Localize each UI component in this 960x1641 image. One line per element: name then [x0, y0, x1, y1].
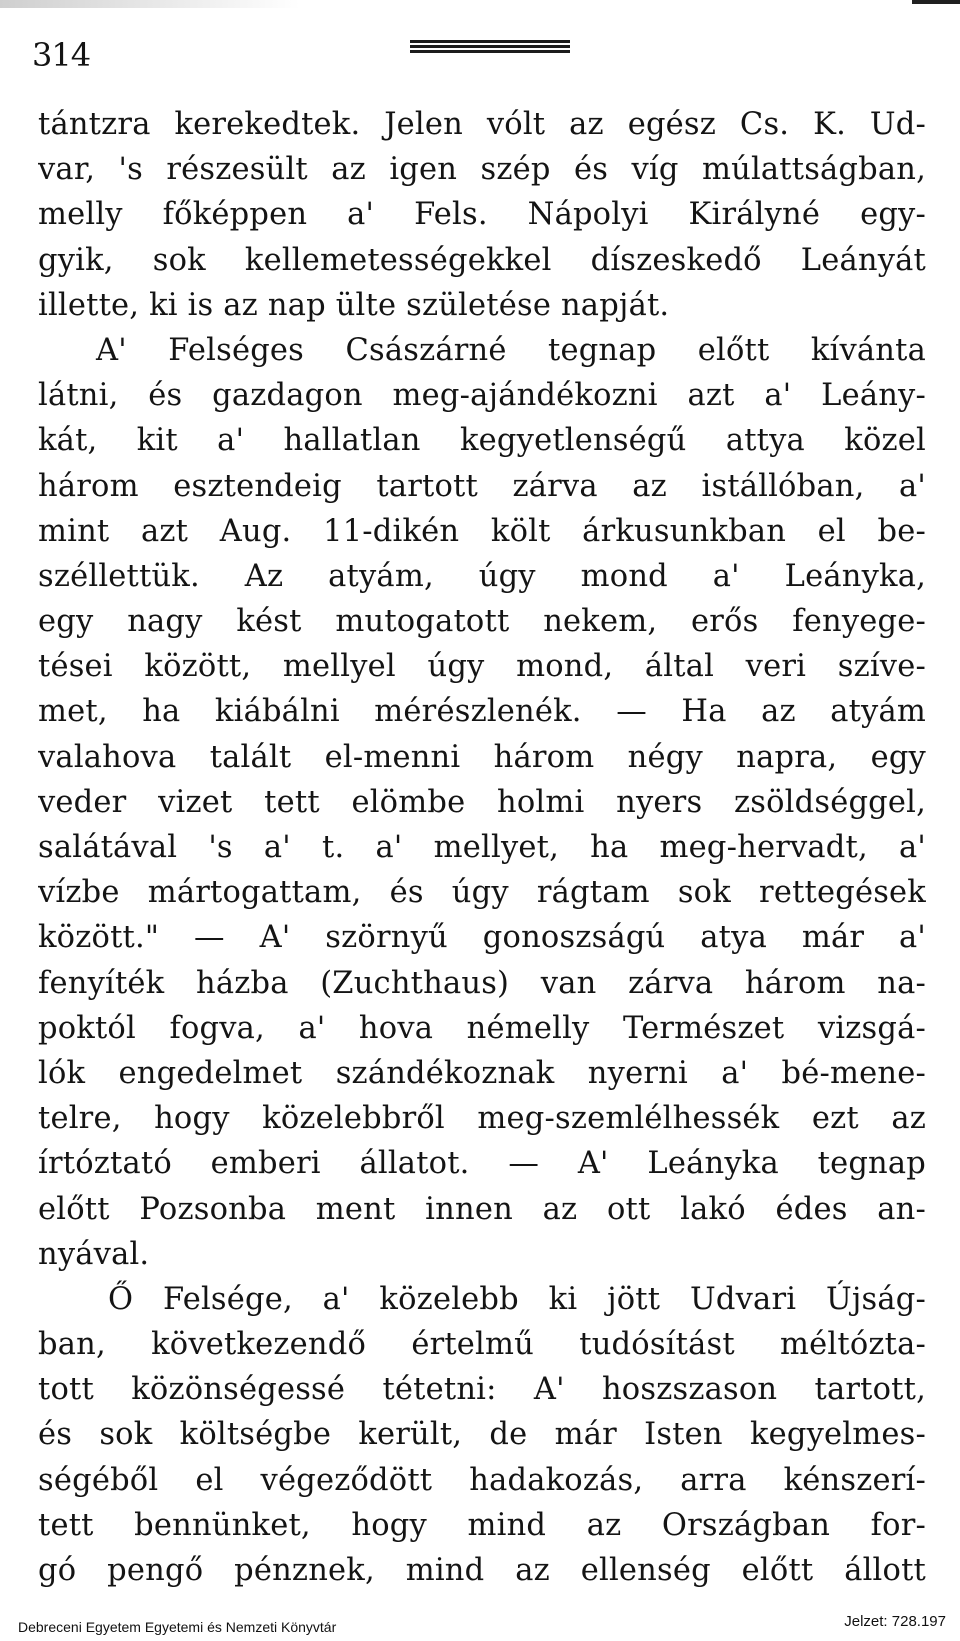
text-line: tett bennünket, hogy mind az Országban for-	[38, 1507, 926, 1543]
text-line: Ő Felsége, a' közelebb ki jött Udvari Újság-	[108, 1281, 926, 1317]
text-line: gó pengő pénznek, mind az ellenség előtt állott	[38, 1553, 926, 1588]
page-number: 314	[32, 36, 91, 74]
text-line: vízbe mártogattam, és úgy rágtam sok rettegések	[38, 875, 926, 911]
text-line: gyik, sok kellemetességekkel díszeskedő Leányát	[38, 242, 926, 278]
text-line: illette, ki is az nap ülte születése napját.	[38, 287, 670, 323]
library-credit: Debreceni Egyetem Egyetemi és Nemzeti Könyvtár	[18, 1619, 337, 1635]
text-line: telre, hogy közelebbről meg-szemlélhessék ezt az	[38, 1101, 926, 1137]
text-line: között." — A' szörnyű gonoszságú atya már a'	[38, 920, 926, 956]
text-line: tései között, mellyel úgy mond, által veri szíve-	[38, 649, 926, 685]
text-line: valahova talált el-menni három négy napra, egy	[38, 739, 926, 775]
text-line: met, ha kiábálni mérészlenék. — Ha az atyám	[38, 694, 926, 730]
text-line: salátával 's a' t. a' mellyet, ha meg-hervadt, a'	[38, 830, 926, 865]
header-ornament-rule	[410, 40, 570, 54]
text-line: melly főképpen a' Fels. Nápolyi Királyné egy-	[38, 197, 926, 233]
text-line: és sok költségbe került, de már Isten kegyelmes-	[38, 1417, 926, 1453]
text-line: látni, és gazdagon meg-ajándékozni azt a' Leány-	[38, 378, 926, 414]
text-line: lók engedelmet szándékoznak nyerni a' bé-mene-	[38, 1055, 926, 1091]
text-line: széllettük. Az atyám, úgy mond a' Leányka,	[38, 558, 926, 594]
text-line: egy nagy kést mutogatott nekem, erős fenyege-	[38, 604, 926, 640]
text-line: poktól fogva, a' hova némelly Természet vizsgá-	[38, 1010, 926, 1046]
text-line: három esztendeig tartott zárva az istállóban, a'	[38, 468, 926, 504]
text-line: írtóztató emberi állatot. — A' Leányka tegnap	[38, 1146, 926, 1182]
page-body-text	[38, 102, 926, 1593]
shelfmark: Jelzet: 728.197	[844, 1613, 946, 1630]
text-line: kát, kit a' hallatlan kegyetlenségű attya közel	[38, 423, 926, 459]
text-line: mint azt Aug. 11-dikén költ árkusunkban el be-	[38, 513, 926, 549]
text-line: nyával.	[38, 1236, 150, 1272]
text-line: ségéből el végeződött hadakozás, arra kénszerí-	[38, 1462, 926, 1498]
text-line: előtt Pozsonba ment innen az ott lakó édes an-	[38, 1191, 926, 1227]
text-line: veder vizet tett elömbe holmi nyers zsöldséggel,	[38, 784, 926, 820]
text-line: tott közönségessé tétetni: A' hoszszason tartott,	[38, 1372, 926, 1408]
text-line: var, 's részesült az igen szép és víg múlattságban,	[38, 152, 926, 188]
text-line: A' Felséges Császárné tegnap előtt kívánta	[96, 332, 926, 368]
text-line: ban, következendő értelmű tudósítást méltózta-	[38, 1327, 926, 1363]
scan-edge-shadow	[0, 0, 300, 8]
text-line: tántzra kerekedtek. Jelen vólt az egész Cs. K. Ud-	[38, 107, 926, 142]
text-line: fenyíték házba (Zuchthaus) van zárva három na-	[38, 965, 926, 1001]
scan-edge-mark	[912, 0, 960, 4]
